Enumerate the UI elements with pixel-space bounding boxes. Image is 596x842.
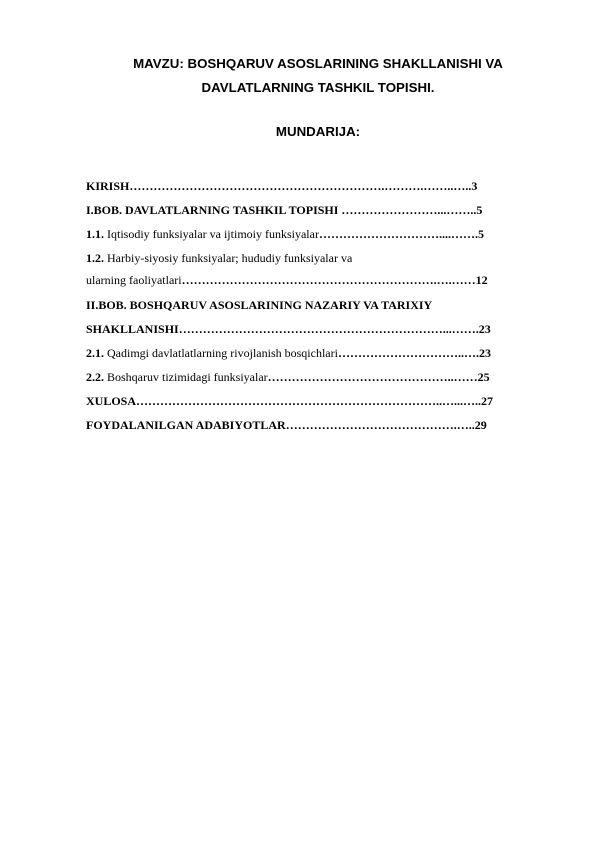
toc-entry-leader: ……………………………………………………….……….……..….. [129, 179, 472, 193]
toc-entry-number: 2.2. [86, 370, 104, 384]
toc-entry-page: 5 [477, 227, 484, 241]
toc-entry-kirish [86, 176, 542, 196]
toc-entry-1-2 [86, 248, 542, 268]
toc-entry-leader: …………………………………………………………...……. [178, 322, 479, 336]
toc-entry-page: 3 [471, 179, 478, 193]
toc-entry-text: FOYDALANILGAN ADABIYOTLAR [86, 418, 286, 432]
toc-entry-text: KIRISH [86, 179, 130, 193]
toc-entry-text: Boshqaruv tizimidagi funksiyalar [104, 370, 268, 384]
document-title-line-1: MAVZU: BOSHQARUV ASOSLARINING SHAKLLANISHI VA [133, 56, 503, 71]
toc-entry-text: SHAKLLANISHI [86, 322, 179, 336]
toc-entry-text: I.BOB. DAVLATLARNING TASHKIL TOPISHI [86, 203, 342, 217]
toc-entry-xulosa [86, 391, 542, 411]
toc-entry-leader: ……………………………………………………….….…… [181, 273, 476, 287]
toc-entry-page: 5 [476, 203, 483, 217]
document-title-line-2: DAVLATLARNING TASHKIL TOPISHI. [201, 80, 435, 95]
toc-entry-number: 1.2. [86, 251, 104, 265]
toc-entry-text: Harbiy-siyosiy funksiyalar; hududiy funksiyalar va [104, 251, 353, 265]
toc-entry-page: 12 [475, 273, 488, 287]
toc-entry-number: 2.1. [86, 346, 104, 360]
toc-entry-leader: …………………………………….….. [285, 418, 475, 432]
toc-entry-text: II.BOB. BOSHQARUV ASOSLARINING NAZARIY VA TARIXIY [86, 298, 433, 312]
toc-entry-page: 27 [481, 394, 494, 408]
toc-entry-page: 23 [478, 322, 491, 336]
toc-entry-leader: …………………………....……. [318, 227, 478, 241]
toc-heading: MUNDARIJA: [275, 124, 361, 139]
toc-entry-number: 1.1. [86, 227, 104, 241]
toc-entry-page: 29 [474, 418, 487, 432]
toc-entry-2-2 [86, 367, 542, 387]
toc-entry-chapter-2 [86, 295, 542, 315]
toc-entry-page: 23 [478, 346, 491, 360]
toc-entry-text: Qadimgi davlatlatlarning rivojlanish bosqichlari [104, 346, 338, 360]
toc-entry-leader: …………………………..…. [337, 346, 479, 360]
toc-entry-text: XULOSA [86, 394, 137, 408]
toc-entry-leader: ………………………………………..…… [267, 370, 478, 384]
toc-entry-page: 25 [477, 370, 490, 384]
toc-entry-text: ularning faoliyatlari [86, 273, 182, 287]
toc-entry-1-1 [86, 224, 542, 244]
toc-entry-leader: …………………………………………………………………..…...….. [136, 394, 482, 408]
toc-entry-bibliography [86, 415, 542, 435]
toc-entry-2-1 [86, 343, 542, 363]
toc-entry-chapter-2-cont [86, 319, 542, 339]
toc-entry-text: Iqtisodiy funksiyalar va ijtimoiy funksiyalar [104, 227, 319, 241]
toc-entry-leader: ……………………...…….. [341, 203, 477, 217]
toc-entry-1-2-cont [86, 270, 542, 290]
toc-entry-chapter-1 [86, 200, 542, 220]
